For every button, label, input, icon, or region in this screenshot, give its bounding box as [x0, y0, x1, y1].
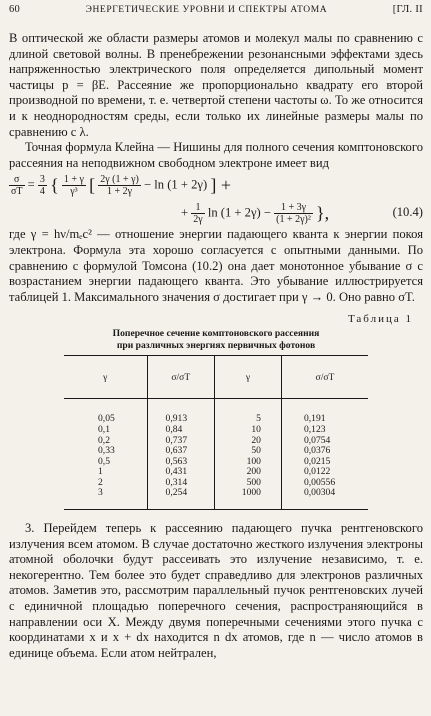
- header-gamma-left: γ: [64, 356, 147, 399]
- table-row: 0,5 0,563 100 0,0215: [64, 457, 368, 468]
- table-row: 1 0,431 200 0,0122: [64, 467, 368, 478]
- fraction-sigma-ratio: $\frac{\sigma}{\sigma T}$: [11, 174, 23, 198]
- fraction-term-3: $\frac{1}{2\gamma}$: [193, 202, 203, 226]
- fraction-term-2: $\frac{2\gamma (1 + \gamma)}{1 + 2\gamma}$: [100, 174, 139, 198]
- chapter-mark: [ГЛ. II: [392, 4, 423, 15]
- formula-line-1: $\frac{\sigma}{\sigma T}$ = $\frac{3}{4}$ { $\frac{1 + \gamma}{\text{γ³}}$ [ $\frac{2\gamma (1 + \gamma)}{1 + 2\gamma}$ − ln (1 + 2γ) ] +: [11, 174, 232, 198]
- table-row: 0,1 0,84 10 0,123: [64, 425, 368, 436]
- table-row: 0,2 0,737 20 0,0754: [64, 436, 368, 447]
- running-title: ЭНЕРГЕТИЧЕСКИЕ УРОВНИ И СПЕКТРЫ АТОМА: [85, 5, 328, 15]
- klein-nishina-formula: [9, 171, 423, 227]
- cross-section-table: [64, 355, 368, 510]
- paragraph-klein-nishina-intro: Точная формула Клейна — Нишины для полного сечения комптоновского рассеяния на неподвижном свободном электроне имеет вид: [9, 140, 423, 170]
- header-sigma-right: σ/σT: [281, 356, 368, 399]
- table-caption: Таблица 1: [347, 313, 413, 326]
- table-row: 0,05 0,913 5 0,191: [64, 399, 368, 425]
- formula-line-2: + $\frac{1}{2\gamma}$ ln (1 + 2γ) − $\frac{1 + 3\gamma}{\text{(1 + 2γ)²}}$ },: [181, 202, 330, 226]
- fraction-three-quarters: $\frac{3}{4}$: [39, 174, 45, 198]
- table-title: Поперечное сечение комптоновского рассеяния при различных энергиях первичных фотонов: [112, 328, 320, 351]
- table-row: 0,33 0,637 50 0,0376: [64, 446, 368, 457]
- table-header-row: [64, 356, 368, 399]
- paragraph-gamma-definition: где γ = hν/mₑc² — отношение энергии падающего кванта к энергии покоя электрона. Формула эта хорошо согласуется с опытными данными. По сравнению с формулой Томсона (10.2) она дает монотонное убывание σ с возрастанием энергии падающего кванта. Это убывание иллюстрируется таблицей 1. Максимального значения σ достигает при γ → 0. Оно равно σT.: [9, 227, 423, 304]
- table-row: 2 0,314 500 0,00556: [64, 478, 368, 489]
- header-gamma-right: γ: [215, 356, 282, 399]
- table-row: 3 0,254 1000 0,00304: [64, 488, 368, 509]
- paragraph-section-3: 3. Перейдем теперь к рассеянию падающего пучка рентгеновского излучения всем атомом. В случае достаточно жесткого излучения электроны атомной оболочки будут рассеивать это излучение независимо, т. е. некогерентно. Тем более это будет справедливо для электронов различных атомов. Заметив это, рассмотрим параллельный пучок рентгеновских лучей с единичной площадью поперечного сечения, распространяющийся в направлении оси X. Между двумя поперечными сечениями этого пучка с координатами x и x + dx находится n dx атомов, где n — число атомов в единице объема. Если атом нейтрален,: [9, 521, 423, 660]
- fraction-term-1: $\frac{1 + \gamma}{\text{γ³}}$: [63, 174, 84, 198]
- fraction-term-4: $\frac{1 + 3\gamma}{\text{(1 + 2γ)²}}$: [276, 202, 311, 226]
- page-header: [9, 0, 423, 15]
- equation-number: (10.4): [392, 205, 423, 220]
- paragraph-optical: В оптической же области размеры атомов и молекул малы по сравнению с длиной световой волны. В пренебрежении резонансными эффектами здесь напряженностью электрического поля определяется дипольный момент частицы p = βE. Рассеяние же пропорционально квадрату его второй производной по времени, т. е. четвертой степени частоты ω. То же относится и к неоднородностям среды, если только их линейные размеры малы по сравнению с λ.: [9, 31, 423, 139]
- page-number: 60: [9, 4, 21, 15]
- header-sigma-left: σ/σT: [147, 356, 215, 399]
